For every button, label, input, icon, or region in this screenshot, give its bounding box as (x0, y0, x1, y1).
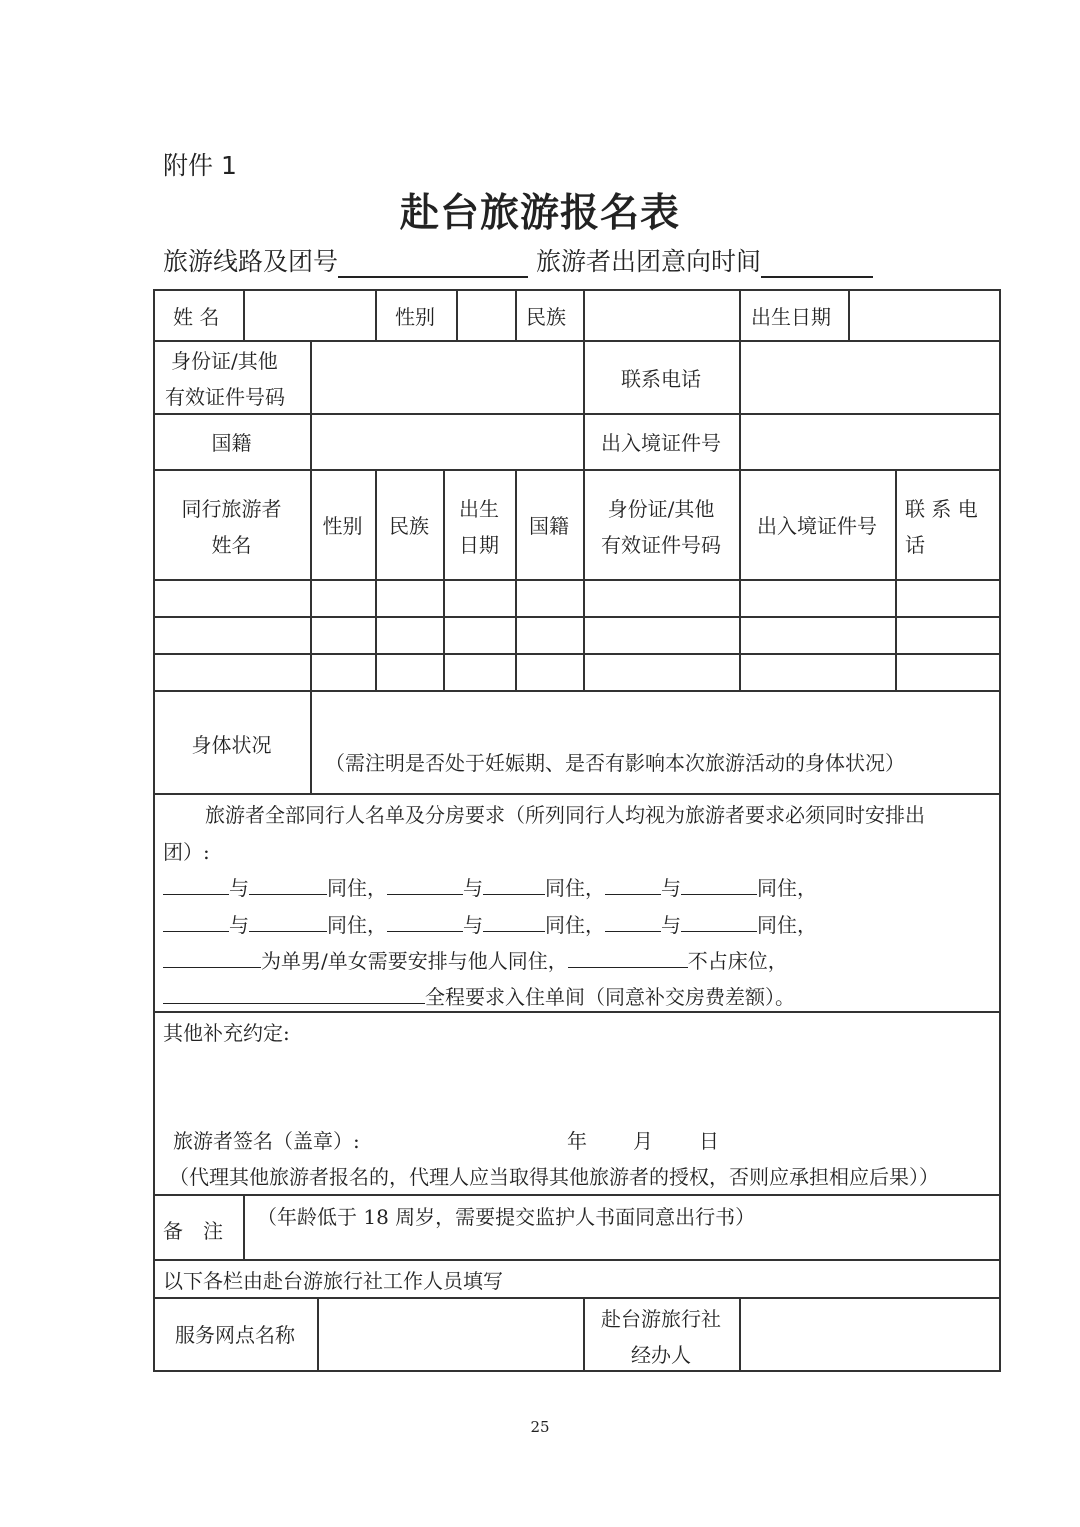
rooming-pairs-row: 与 同住， 与 同住， 与 同住， (163, 870, 817, 906)
col-line (375, 469, 377, 691)
rooming-single-room-row: 全程要求入住单间（同意补交房费差额）。 (163, 979, 795, 1015)
companion-id-line2: 有效证件号码 (601, 533, 721, 557)
health-label: 身体状况 (191, 733, 272, 757)
col-line (515, 289, 517, 341)
companion-id-line1: 身份证/其他 (607, 497, 715, 521)
row-line (153, 793, 1001, 795)
row-line (153, 653, 1001, 655)
col-line (317, 1297, 319, 1371)
blank[interactable] (681, 909, 757, 932)
row-line (153, 1259, 1001, 1261)
col-line (739, 340, 741, 470)
blank[interactable] (483, 872, 545, 895)
route-label: 旅游线路及团号 (163, 247, 339, 276)
handler-line1: 赴台游旅行社 (601, 1307, 721, 1331)
col-line (243, 289, 245, 341)
outlet-label: 服务网点名称 (175, 1323, 295, 1347)
id-label-line1: 身份证/其他 (171, 349, 278, 373)
rooming-single-row: 为单男/单女需要安排与他人同住， 不占床位， (163, 943, 788, 979)
col-line (310, 340, 312, 470)
depart-label: 旅游者出团意向时间 (535, 247, 761, 276)
passport-label: 出入境证件号 (601, 431, 721, 455)
route-line (163, 242, 873, 278)
col-line (456, 289, 458, 341)
companion-name-line2: 姓名 (211, 533, 252, 557)
blank[interactable] (163, 945, 261, 968)
companion-birth-line1: 出生 (459, 497, 499, 521)
month-label: 月 (633, 1129, 653, 1153)
blank[interactable] (249, 872, 327, 895)
companion-phone-line1: 联 系 电 (905, 497, 978, 521)
registration-table (153, 289, 1001, 1371)
row-line (153, 340, 1001, 342)
blank[interactable] (387, 909, 463, 932)
signature-label: 旅游者签名（盖章）: (173, 1129, 360, 1153)
blank[interactable] (163, 909, 229, 932)
nationality-label: 国籍 (211, 431, 252, 455)
col-line (515, 469, 517, 691)
col-line (243, 1194, 245, 1260)
name-label: 姓 名 (173, 305, 220, 329)
remark-label: 备 注 (163, 1219, 223, 1243)
blank[interactable] (249, 909, 327, 932)
col-line (739, 1297, 741, 1371)
border-line (153, 289, 1001, 291)
rooming-intro-line1: 旅游者全部同行人名单及分房要求（所列同行人均视为旅游者要求必须同时安排出 (205, 803, 925, 827)
handler-line2: 经办人 (631, 1343, 691, 1367)
agent-note: （代理其他旅游者报名的，代理人应当取得其他旅游者的授权，否则应承担相应后果）） (169, 1165, 939, 1189)
birth-date-label: 出生日期 (751, 305, 831, 329)
companion-phone-line2: 话 (905, 533, 925, 557)
depart-blank[interactable] (761, 248, 873, 278)
col-line (375, 289, 377, 341)
blank[interactable] (568, 945, 688, 968)
col-line (848, 289, 850, 341)
blank[interactable] (163, 981, 425, 1004)
phone-label: 联系电话 (621, 367, 701, 391)
blank[interactable] (681, 872, 757, 895)
col-line (739, 469, 741, 691)
ethnicity-label: 民族 (526, 305, 566, 329)
health-note: （需注明是否处于妊娠期、是否有影响本次旅游活动的身体状况） (325, 751, 905, 775)
col-line (895, 469, 897, 691)
row-line (153, 690, 1001, 692)
route-blank[interactable] (338, 248, 528, 278)
row-line (153, 579, 1001, 581)
blank[interactable] (387, 872, 463, 895)
attachment-label: 附件 1 (163, 151, 237, 180)
companion-birth-line2: 日期 (459, 533, 499, 557)
row-line (153, 616, 1001, 618)
col-line (310, 469, 312, 691)
id-label-line2: 有效证件号码 (165, 385, 285, 409)
rooming-intro-line2: 团）: (163, 840, 210, 864)
row-line (153, 469, 1001, 471)
blank[interactable] (605, 872, 661, 895)
col-line (583, 289, 585, 341)
page-number: 25 (530, 1418, 550, 1436)
col-line (310, 690, 312, 794)
form-title: 赴台旅游报名表 (399, 191, 680, 236)
rooming-pairs-row: 与 同住， 与 同住， 与 同住， (163, 907, 817, 943)
remark-note: （年龄低于 18 周岁，需要提交监护人书面同意出行书） (257, 1205, 756, 1229)
companion-gender-label: 性别 (322, 514, 363, 538)
blank[interactable] (605, 909, 661, 932)
year-label: 年 (567, 1129, 587, 1153)
staff-heading: 以下各栏由赴台游旅行社工作人员填写 (163, 1269, 503, 1293)
day-label: 日 (699, 1129, 719, 1153)
col-line (739, 289, 741, 341)
companion-ethnicity-label: 民族 (389, 514, 429, 538)
blank[interactable] (483, 909, 545, 932)
border-line (999, 289, 1001, 1371)
companion-passport-label: 出入境证件号 (757, 514, 877, 538)
other-label: 其他补充约定: (163, 1021, 290, 1045)
border-line (153, 1370, 1001, 1372)
gender-label: 性别 (395, 305, 435, 329)
companion-nationality-label: 国籍 (529, 514, 569, 538)
companion-name-line1: 同行旅游者 (181, 497, 282, 521)
blank[interactable] (163, 872, 229, 895)
